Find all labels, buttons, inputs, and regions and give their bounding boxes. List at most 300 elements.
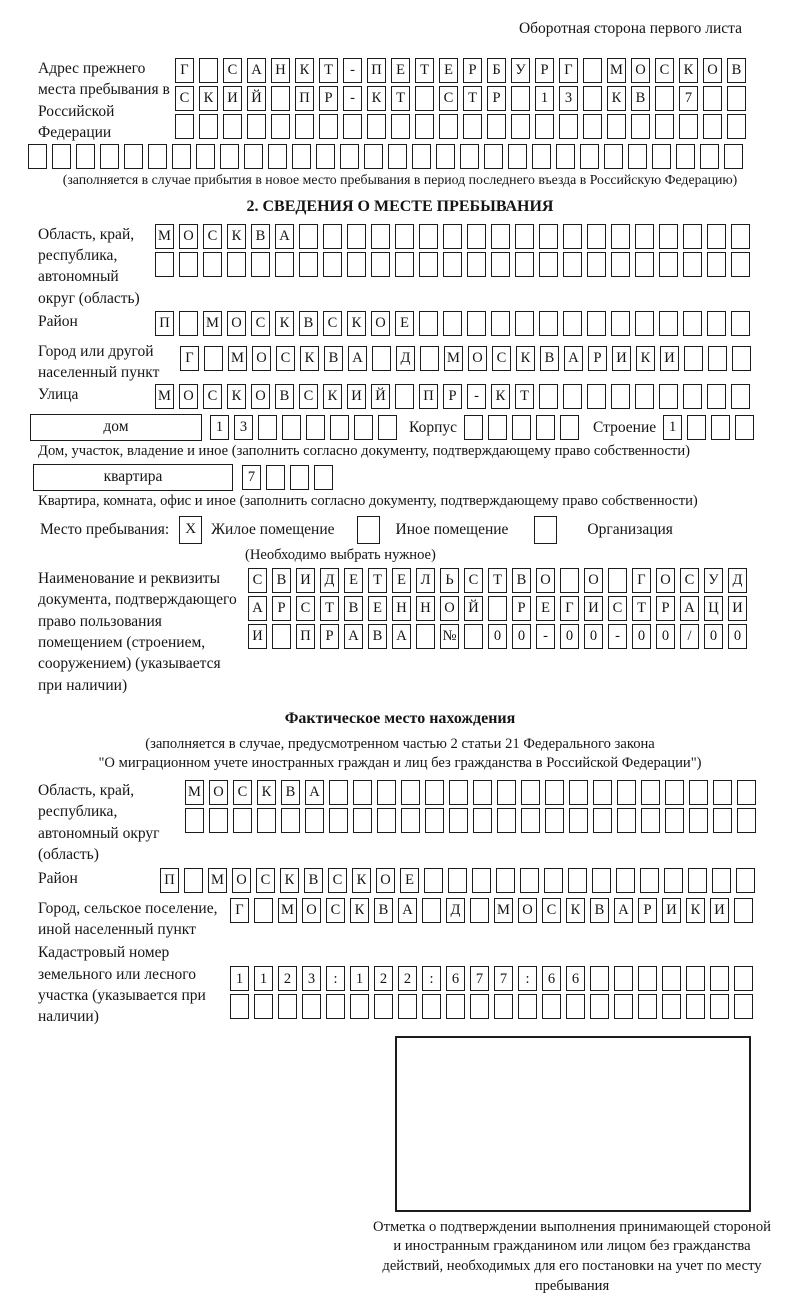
char-box[interactable]: В — [344, 596, 363, 621]
char-box[interactable] — [497, 808, 516, 833]
char-box[interactable] — [257, 808, 276, 833]
char-box[interactable] — [734, 898, 753, 923]
char-box[interactable] — [184, 868, 203, 893]
checkbox-zhiloe[interactable]: X — [179, 516, 202, 544]
char-box[interactable] — [545, 808, 564, 833]
char-box[interactable] — [700, 144, 719, 169]
char-box[interactable]: 0 — [728, 624, 747, 649]
char-box[interactable] — [271, 86, 290, 111]
char-box[interactable] — [532, 144, 551, 169]
char-box[interactable] — [254, 994, 273, 1019]
char-box[interactable] — [419, 311, 438, 336]
char-box[interactable] — [204, 346, 223, 371]
char-box[interactable] — [611, 384, 630, 409]
char-box[interactable] — [323, 224, 342, 249]
char-box[interactable] — [497, 780, 516, 805]
char-box[interactable]: С — [464, 568, 483, 593]
char-box[interactable]: Ц — [704, 596, 723, 621]
char-box[interactable] — [727, 86, 746, 111]
char-box[interactable] — [487, 114, 506, 139]
char-box[interactable] — [631, 114, 650, 139]
char-box[interactable]: Р — [588, 346, 607, 371]
char-box[interactable] — [556, 144, 575, 169]
char-box[interactable]: К — [636, 346, 655, 371]
char-box[interactable] — [563, 384, 582, 409]
char-box[interactable]: К — [352, 868, 371, 893]
char-box[interactable] — [371, 252, 390, 277]
char-box[interactable]: 3 — [302, 966, 321, 991]
char-box[interactable] — [676, 144, 695, 169]
char-box[interactable]: С — [492, 346, 511, 371]
char-box[interactable]: 0 — [560, 624, 579, 649]
char-box[interactable] — [473, 808, 492, 833]
char-box[interactable]: Р — [463, 58, 482, 83]
char-box[interactable]: К — [566, 898, 585, 923]
char-box[interactable]: № — [440, 624, 459, 649]
char-box[interactable]: О — [232, 868, 251, 893]
char-box[interactable]: В — [299, 311, 318, 336]
char-box[interactable]: К — [516, 346, 535, 371]
char-box[interactable] — [604, 144, 623, 169]
char-box[interactable] — [520, 868, 539, 893]
char-box[interactable]: В — [275, 384, 294, 409]
char-box[interactable] — [329, 780, 348, 805]
char-box[interactable]: О — [251, 384, 270, 409]
char-box[interactable]: О — [179, 384, 198, 409]
char-box[interactable] — [724, 144, 743, 169]
char-box[interactable]: Г — [175, 58, 194, 83]
char-box[interactable]: А — [614, 898, 633, 923]
char-box[interactable]: С — [608, 596, 627, 621]
char-box[interactable] — [247, 114, 266, 139]
char-box[interactable] — [199, 58, 218, 83]
char-box[interactable]: М — [185, 780, 204, 805]
char-box[interactable]: А — [564, 346, 583, 371]
char-box[interactable] — [735, 415, 754, 440]
checkbox-organizatsiya[interactable] — [534, 516, 557, 544]
char-box[interactable]: - — [343, 58, 362, 83]
char-box[interactable]: / — [680, 624, 699, 649]
char-box[interactable]: 7 — [470, 966, 489, 991]
char-box[interactable] — [443, 252, 462, 277]
char-box[interactable]: Т — [368, 568, 387, 593]
char-box[interactable]: О — [252, 346, 271, 371]
char-box[interactable] — [539, 224, 558, 249]
char-box[interactable]: В — [631, 86, 650, 111]
char-box[interactable]: А — [344, 624, 363, 649]
char-box[interactable] — [491, 252, 510, 277]
char-box[interactable] — [175, 114, 194, 139]
char-box[interactable]: К — [350, 898, 369, 923]
char-box[interactable]: В — [727, 58, 746, 83]
char-box[interactable]: В — [540, 346, 559, 371]
char-box[interactable] — [587, 311, 606, 336]
char-box[interactable] — [665, 808, 684, 833]
char-box[interactable] — [467, 252, 486, 277]
char-box[interactable]: 0 — [656, 624, 675, 649]
char-box[interactable]: К — [275, 311, 294, 336]
char-box[interactable]: Д — [396, 346, 415, 371]
char-box[interactable]: К — [295, 58, 314, 83]
char-box[interactable]: Б — [487, 58, 506, 83]
char-box[interactable] — [737, 780, 756, 805]
char-box[interactable] — [436, 144, 455, 169]
char-box[interactable]: : — [518, 966, 537, 991]
char-box[interactable] — [401, 808, 420, 833]
char-box[interactable]: С — [248, 568, 267, 593]
char-box[interactable]: 3 — [234, 415, 253, 440]
char-box[interactable]: 0 — [704, 624, 723, 649]
char-box[interactable]: А — [275, 224, 294, 249]
char-box[interactable]: В — [368, 624, 387, 649]
char-box[interactable]: Т — [632, 596, 651, 621]
char-box[interactable]: В — [324, 346, 343, 371]
char-box[interactable]: С — [233, 780, 252, 805]
char-box[interactable] — [488, 415, 507, 440]
char-box[interactable] — [638, 966, 657, 991]
char-box[interactable] — [583, 58, 602, 83]
char-box[interactable] — [580, 144, 599, 169]
char-box[interactable] — [638, 994, 657, 1019]
char-box[interactable] — [391, 114, 410, 139]
char-box[interactable]: М — [155, 384, 174, 409]
char-box[interactable] — [683, 311, 702, 336]
char-box[interactable] — [422, 994, 441, 1019]
char-box[interactable]: Г — [560, 596, 579, 621]
char-box[interactable] — [347, 224, 366, 249]
char-box[interactable] — [731, 224, 750, 249]
char-box[interactable] — [707, 252, 726, 277]
char-box[interactable] — [734, 994, 753, 1019]
char-box[interactable] — [684, 346, 703, 371]
char-box[interactable]: Т — [488, 568, 507, 593]
char-box[interactable] — [209, 808, 228, 833]
char-box[interactable]: Р — [656, 596, 675, 621]
char-box[interactable]: М — [208, 868, 227, 893]
char-box[interactable] — [712, 868, 731, 893]
char-box[interactable]: К — [227, 224, 246, 249]
char-box[interactable] — [416, 624, 435, 649]
char-box[interactable]: Р — [443, 384, 462, 409]
char-box[interactable] — [593, 808, 612, 833]
char-box[interactable] — [559, 114, 578, 139]
char-box[interactable] — [472, 868, 491, 893]
char-box[interactable] — [512, 415, 531, 440]
char-box[interactable] — [28, 144, 47, 169]
char-box[interactable] — [350, 994, 369, 1019]
char-box[interactable]: А — [392, 624, 411, 649]
char-box[interactable] — [424, 868, 443, 893]
char-box[interactable]: И — [660, 346, 679, 371]
char-box[interactable]: Т — [391, 86, 410, 111]
char-box[interactable] — [679, 114, 698, 139]
char-box[interactable] — [52, 144, 71, 169]
char-box[interactable] — [446, 994, 465, 1019]
char-box[interactable]: 2 — [398, 966, 417, 991]
char-box[interactable] — [278, 994, 297, 1019]
char-box[interactable]: Е — [391, 58, 410, 83]
char-box[interactable]: Р — [319, 86, 338, 111]
char-box[interactable]: : — [422, 966, 441, 991]
char-box[interactable] — [203, 252, 222, 277]
char-box[interactable] — [463, 114, 482, 139]
char-box[interactable]: А — [248, 596, 267, 621]
char-box[interactable] — [415, 114, 434, 139]
char-box[interactable] — [299, 252, 318, 277]
char-box[interactable] — [608, 568, 627, 593]
char-box[interactable] — [347, 252, 366, 277]
char-box[interactable]: В — [512, 568, 531, 593]
char-box[interactable] — [412, 144, 431, 169]
char-box[interactable]: П — [367, 58, 386, 83]
char-box[interactable]: Д — [446, 898, 465, 923]
char-box[interactable]: Р — [320, 624, 339, 649]
char-box[interactable] — [708, 346, 727, 371]
char-box[interactable] — [635, 384, 654, 409]
char-box[interactable] — [593, 780, 612, 805]
char-box[interactable] — [542, 994, 561, 1019]
char-box[interactable] — [587, 224, 606, 249]
char-box[interactable] — [314, 465, 333, 490]
char-box[interactable] — [727, 114, 746, 139]
char-box[interactable]: Д — [320, 568, 339, 593]
char-box[interactable]: А — [348, 346, 367, 371]
char-box[interactable]: 1 — [350, 966, 369, 991]
char-box[interactable]: М — [444, 346, 463, 371]
char-box[interactable] — [491, 224, 510, 249]
char-box[interactable]: М — [278, 898, 297, 923]
char-box[interactable] — [641, 780, 660, 805]
char-box[interactable] — [614, 994, 633, 1019]
char-box[interactable] — [611, 224, 630, 249]
char-box[interactable]: П — [295, 86, 314, 111]
char-box[interactable] — [628, 144, 647, 169]
char-box[interactable]: Е — [344, 568, 363, 593]
char-box[interactable] — [290, 465, 309, 490]
char-box[interactable] — [563, 311, 582, 336]
char-box[interactable]: С — [251, 311, 270, 336]
char-box[interactable] — [439, 114, 458, 139]
char-box[interactable] — [268, 144, 287, 169]
char-box[interactable]: П — [419, 384, 438, 409]
char-box[interactable] — [179, 252, 198, 277]
char-box[interactable] — [319, 114, 338, 139]
char-box[interactable] — [590, 966, 609, 991]
char-box[interactable]: К — [199, 86, 218, 111]
char-box[interactable] — [707, 311, 726, 336]
char-box[interactable]: С — [439, 86, 458, 111]
char-box[interactable]: К — [491, 384, 510, 409]
char-box[interactable]: М — [155, 224, 174, 249]
char-box[interactable] — [587, 384, 606, 409]
char-box[interactable] — [616, 868, 635, 893]
char-box[interactable]: - — [343, 86, 362, 111]
char-box[interactable] — [464, 624, 483, 649]
char-box[interactable] — [460, 144, 479, 169]
char-box[interactable]: : — [326, 966, 345, 991]
char-box[interactable]: К — [280, 868, 299, 893]
char-box[interactable] — [521, 780, 540, 805]
char-box[interactable]: П — [296, 624, 315, 649]
char-box[interactable] — [511, 114, 530, 139]
char-box[interactable] — [419, 224, 438, 249]
char-box[interactable] — [659, 384, 678, 409]
char-box[interactable] — [659, 311, 678, 336]
char-box[interactable]: 1 — [230, 966, 249, 991]
char-box[interactable] — [488, 596, 507, 621]
char-box[interactable]: Р — [638, 898, 657, 923]
char-box[interactable] — [353, 808, 372, 833]
char-box[interactable] — [731, 311, 750, 336]
char-box[interactable] — [707, 224, 726, 249]
char-box[interactable] — [484, 144, 503, 169]
char-box[interactable] — [172, 144, 191, 169]
char-box[interactable]: М — [607, 58, 626, 83]
char-box[interactable]: И — [347, 384, 366, 409]
char-box[interactable]: П — [160, 868, 179, 893]
char-box[interactable]: 1 — [663, 415, 682, 440]
char-box[interactable] — [545, 780, 564, 805]
char-box[interactable] — [539, 384, 558, 409]
char-box[interactable] — [420, 346, 439, 371]
char-box[interactable]: Е — [395, 311, 414, 336]
char-box[interactable] — [607, 114, 626, 139]
char-box[interactable]: А — [680, 596, 699, 621]
char-box[interactable] — [635, 252, 654, 277]
char-box[interactable] — [367, 114, 386, 139]
char-box[interactable]: В — [272, 568, 291, 593]
char-box[interactable] — [683, 224, 702, 249]
char-box[interactable] — [686, 994, 705, 1019]
char-box[interactable] — [473, 780, 492, 805]
char-box[interactable]: 0 — [584, 624, 603, 649]
char-box[interactable]: Т — [463, 86, 482, 111]
char-box[interactable] — [372, 346, 391, 371]
char-box[interactable]: С — [223, 58, 242, 83]
char-box[interactable]: О — [656, 568, 675, 593]
char-box[interactable]: Й — [371, 384, 390, 409]
char-box[interactable] — [710, 966, 729, 991]
char-box[interactable] — [515, 252, 534, 277]
char-box[interactable] — [415, 86, 434, 111]
char-box[interactable]: Е — [400, 868, 419, 893]
char-box[interactable]: Т — [320, 596, 339, 621]
char-box[interactable] — [731, 252, 750, 277]
char-box[interactable]: 1 — [210, 415, 229, 440]
char-box[interactable]: И — [223, 86, 242, 111]
char-box[interactable] — [196, 144, 215, 169]
char-box[interactable] — [569, 808, 588, 833]
char-box[interactable] — [544, 868, 563, 893]
char-box[interactable]: 0 — [632, 624, 651, 649]
char-box[interactable]: С — [296, 596, 315, 621]
char-box[interactable]: Т — [515, 384, 534, 409]
char-box[interactable] — [731, 384, 750, 409]
char-box[interactable]: В — [590, 898, 609, 923]
char-box[interactable]: М — [203, 311, 222, 336]
char-box[interactable]: И — [710, 898, 729, 923]
char-box[interactable]: Г — [230, 898, 249, 923]
char-box[interactable] — [659, 224, 678, 249]
char-box[interactable] — [470, 898, 489, 923]
char-box[interactable] — [330, 415, 349, 440]
char-box[interactable] — [563, 252, 582, 277]
char-box[interactable]: У — [704, 568, 723, 593]
char-box[interactable]: К — [686, 898, 705, 923]
char-box[interactable]: О — [376, 868, 395, 893]
char-box[interactable]: О — [371, 311, 390, 336]
char-box[interactable] — [652, 144, 671, 169]
char-box[interactable] — [734, 966, 753, 991]
char-box[interactable] — [563, 224, 582, 249]
char-box[interactable] — [254, 898, 273, 923]
char-box[interactable] — [635, 311, 654, 336]
char-box[interactable] — [377, 808, 396, 833]
char-box[interactable] — [223, 114, 242, 139]
char-box[interactable]: А — [247, 58, 266, 83]
char-box[interactable]: 7 — [679, 86, 698, 111]
char-box[interactable]: Р — [487, 86, 506, 111]
char-box[interactable] — [179, 311, 198, 336]
char-box[interactable] — [518, 994, 537, 1019]
char-box[interactable]: И — [612, 346, 631, 371]
char-box[interactable] — [566, 994, 585, 1019]
char-box[interactable] — [711, 415, 730, 440]
char-box[interactable]: С — [323, 311, 342, 336]
char-box[interactable]: О — [227, 311, 246, 336]
char-box[interactable] — [737, 808, 756, 833]
char-box[interactable]: - — [608, 624, 627, 649]
char-box[interactable]: К — [607, 86, 626, 111]
char-box[interactable] — [233, 808, 252, 833]
char-box[interactable]: О — [584, 568, 603, 593]
char-box[interactable]: С — [276, 346, 295, 371]
char-box[interactable] — [374, 994, 393, 1019]
char-box[interactable] — [305, 808, 324, 833]
char-box[interactable]: Н — [271, 58, 290, 83]
char-box[interactable] — [220, 144, 239, 169]
char-box[interactable] — [230, 994, 249, 1019]
char-box[interactable] — [271, 114, 290, 139]
char-box[interactable]: 3 — [559, 86, 578, 111]
char-box[interactable]: И — [248, 624, 267, 649]
char-box[interactable]: 6 — [566, 966, 585, 991]
char-box[interactable] — [323, 252, 342, 277]
char-box[interactable] — [329, 808, 348, 833]
char-box[interactable] — [713, 780, 732, 805]
char-box[interactable] — [299, 224, 318, 249]
char-box[interactable] — [511, 86, 530, 111]
char-box[interactable] — [422, 898, 441, 923]
char-box[interactable]: М — [494, 898, 513, 923]
char-box[interactable]: О — [440, 596, 459, 621]
char-box[interactable] — [227, 252, 246, 277]
char-box[interactable]: И — [662, 898, 681, 923]
char-box[interactable] — [590, 994, 609, 1019]
char-box[interactable]: Т — [415, 58, 434, 83]
char-box[interactable]: К — [227, 384, 246, 409]
char-box[interactable]: В — [374, 898, 393, 923]
char-box[interactable] — [568, 868, 587, 893]
char-box[interactable] — [425, 780, 444, 805]
char-box[interactable]: 6 — [542, 966, 561, 991]
char-box[interactable]: О — [536, 568, 555, 593]
char-box[interactable]: Ь — [440, 568, 459, 593]
char-box[interactable]: С — [299, 384, 318, 409]
char-box[interactable] — [617, 780, 636, 805]
char-box[interactable] — [560, 415, 579, 440]
char-box[interactable] — [377, 780, 396, 805]
